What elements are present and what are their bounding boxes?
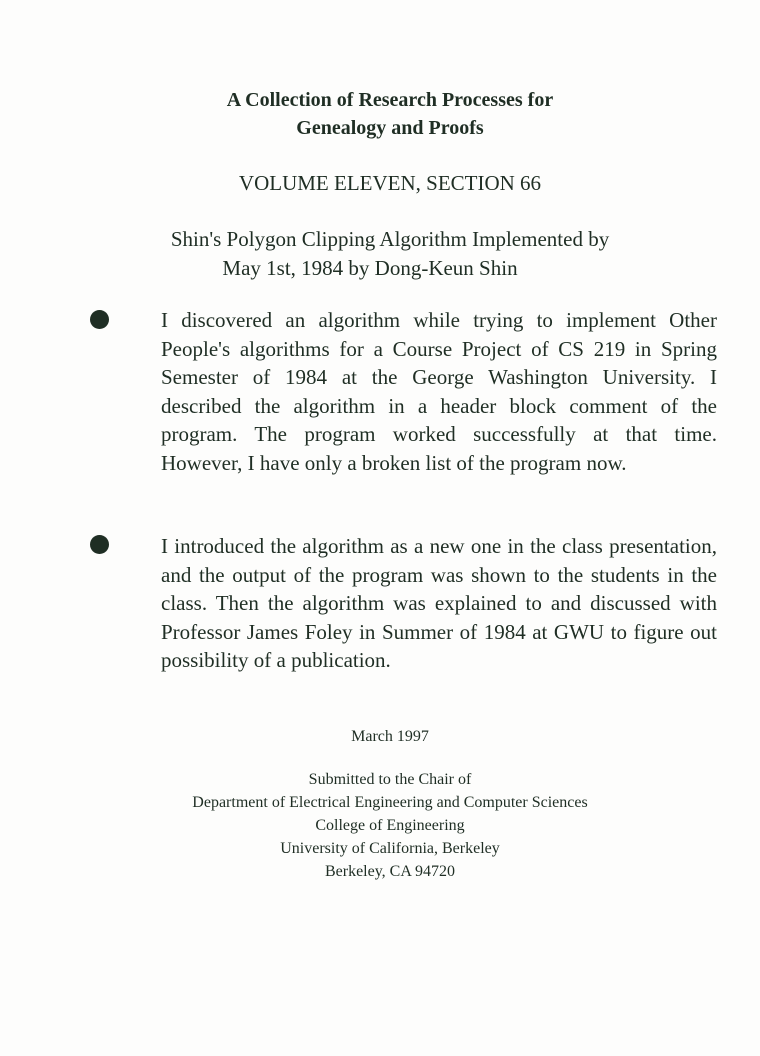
document-date: March 1997 (351, 728, 429, 745)
submitted-line-5: Berkeley, CA 94720 (324, 863, 456, 880)
bullet-text: I discovered an algorithm while trying to implement Other People's algorithms for a Course Project of CS 219 in Spring Semester of 1984 at the George Washington University. I described the algorithm in a header block comment of the program. The program worked successfully at that time. However, I have only a broken list of the program now. (161, 308, 717, 475)
bullet-dot-icon (90, 535, 109, 554)
document-subtitle (0, 225, 760, 283)
submission-block (0, 768, 760, 883)
bullet-text: I introduced the algorithm as a new one in the class presentation, and the output of the program was shown to the students in the class. Then the algorithm was explained to and discussed with Professor James Foley in Summer of 1984 at GWU to figure out possibility of a publication. (161, 534, 717, 672)
subtitle-line-1: Shin's Polygon Clipping Algorithm Implemented by (170, 227, 610, 251)
document-title (0, 86, 760, 142)
submitted-line-4: University of California, Berkeley (280, 840, 500, 857)
title-line-2: Genealogy and Proofs (296, 117, 484, 139)
submitted-line-2: Department of Electrical Engineering and Computer Sciences (192, 794, 588, 811)
submitted-line-1: Submitted to the Chair of (308, 771, 472, 788)
submitted-line-3: College of Engineering (315, 817, 465, 834)
bullet-dot-icon (90, 310, 109, 329)
title-line-1: A Collection of Research Processes for (226, 89, 554, 111)
subtitle-line-2: May 1st, 1984 by Dong-Keun Shin (222, 256, 518, 280)
volume-heading: VOLUME ELEVEN, SECTION 66 (238, 171, 542, 195)
